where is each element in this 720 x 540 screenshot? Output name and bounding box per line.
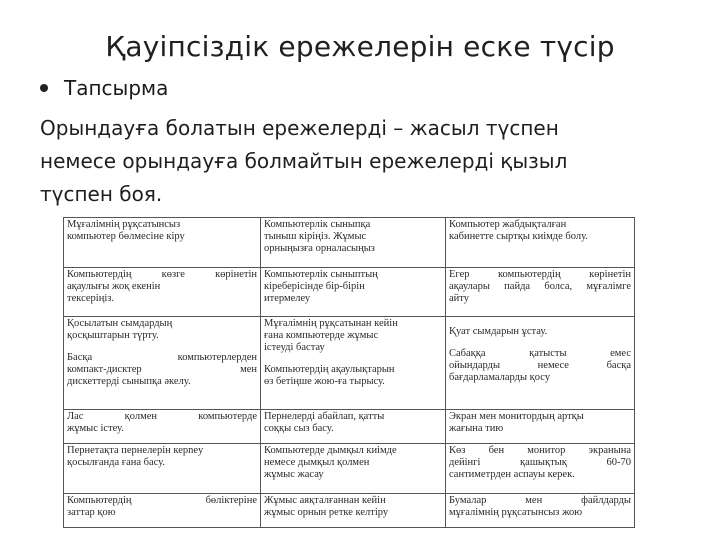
- table-cell: [446, 267, 635, 317]
- table-cell: [261, 493, 446, 527]
- cell-line: заттар қою: [67, 506, 116, 518]
- instruction-line: немесе орындауға болмайтын ережелерді қызыл: [40, 149, 568, 173]
- table-cell: [64, 267, 261, 317]
- cell-line: тексеріңіз.: [67, 292, 115, 304]
- cell-line: Экран мен монитордың артқы: [449, 410, 584, 422]
- cell-line: Компьютердің бөліктеріне: [67, 494, 257, 506]
- cell-line: кіреберісінде бір-бірін: [264, 280, 365, 292]
- rules-table: [63, 217, 635, 528]
- bullet-dot-icon: [40, 84, 48, 92]
- instruction-line: түспен боя.: [40, 182, 163, 206]
- cell-line: істеуді бастау: [264, 342, 325, 354]
- cell-line: өз бетіңше жою-ға тырысу.: [264, 376, 385, 388]
- instruction-text: [40, 112, 680, 211]
- cell-line: Компьютердің ақаулықтарын: [264, 364, 395, 376]
- slide-title: Қауіпсіздік ережелерін еске түсір: [105, 30, 615, 63]
- table-row: [64, 267, 635, 317]
- cell-line: ақаулары пайда болса, мұғалімге: [449, 280, 631, 292]
- task-label: Тапсырма: [64, 76, 169, 100]
- instruction-line: Орындауға болатын ережелерді – жасыл түспен: [40, 116, 559, 140]
- table-cell: [261, 218, 446, 268]
- table-cell: [261, 317, 446, 410]
- task-bullet: [40, 76, 168, 100]
- cell-line: Компьютерде дымқыл киімде: [264, 445, 397, 457]
- cell-line: Көз бен монитор экранына: [449, 445, 631, 457]
- table-cell: [446, 409, 635, 443]
- cell-line: сантиметрден аспауы керек.: [449, 469, 575, 481]
- cell-line: Мұғалімнің рұқсатынан кейін: [264, 318, 398, 330]
- cell-line: Компьютерлік сыныптың: [264, 268, 378, 280]
- cell-line: Басқа компьютерлерден: [67, 352, 257, 364]
- cell-line: қосылғанда ғана басу.: [67, 457, 166, 469]
- cell-line: айту: [449, 292, 469, 304]
- table-cell: [261, 409, 446, 443]
- cell-line: Компьютерлік сыныпқа: [264, 219, 371, 230]
- cell-line: дейінгі қашықтық 60-70: [449, 457, 631, 469]
- cell-line: дискеттерді сыныпқа әкелу.: [67, 376, 191, 388]
- table-cell: [446, 317, 635, 410]
- cell-line: Қуат сымдарын ұстау.: [449, 326, 548, 338]
- table-cell: [64, 493, 261, 527]
- cell-line: Лас қолмен компьютерде: [67, 410, 257, 422]
- cell-line: Компьютердің көзге көрінетін: [67, 268, 257, 280]
- cell-line: қосқыштарын түрту.: [67, 330, 159, 342]
- cell-line: ғана компьютерде жұмыс: [264, 330, 379, 342]
- table-cell: [64, 444, 261, 494]
- cell-line: Компьютер жабдықталған: [449, 219, 567, 230]
- cell-line: ойындарды немесе басқа: [449, 360, 631, 372]
- cell-line: орныңызға орналасыңыз: [264, 243, 375, 254]
- cell-line: Жұмыс аяқталғаннан кейін: [264, 494, 386, 506]
- table-cell: [446, 493, 635, 527]
- cell-line: жұмыс істеу.: [67, 422, 124, 434]
- cell-line: тыныш кіріңіз. Жұмыс: [264, 231, 367, 242]
- cell-line: Мұғалімнің рұқсатынсыз: [67, 219, 181, 230]
- table-row: [64, 317, 635, 410]
- cell-line: соққы сыз басу.: [264, 422, 334, 434]
- table-row: [64, 444, 635, 494]
- table-cell: [64, 317, 261, 410]
- cell-line: Сабаққа қатысты емес: [449, 348, 631, 360]
- table-row: [64, 493, 635, 527]
- table-row: [64, 409, 635, 443]
- cell-line: жұмыс орнын ретке келтіру: [264, 506, 389, 518]
- cell-line: Пернетақта пернелерін керneу: [67, 445, 204, 457]
- cell-line: Егер компьютердің көрінетін: [449, 268, 631, 280]
- cell-line: жағына тию: [449, 422, 504, 434]
- table-cell: [446, 218, 635, 268]
- cell-line: бағдарламаларды қосу: [449, 372, 551, 384]
- cell-spacer: [264, 354, 442, 364]
- cell-spacer: [67, 342, 257, 352]
- cell-line: компакт-дисктер мен: [67, 364, 257, 376]
- table-cell: [261, 444, 446, 494]
- cell-line: Қосылатын сымдардың: [67, 318, 173, 330]
- table-cell: [446, 444, 635, 494]
- cell-spacer: [449, 338, 631, 348]
- cell-line: итермелеу: [264, 292, 311, 304]
- cell-line: немесе дымқыл қолмен: [264, 457, 370, 469]
- table-cell: [64, 218, 261, 268]
- table-row: [64, 218, 635, 268]
- table-cell: [261, 267, 446, 317]
- cell-line: компьютер бөлмесіне кіру: [67, 231, 185, 242]
- cell-line: Пернелерді абайлап, қатты: [264, 410, 385, 422]
- cell-line: жұмыс жасау: [264, 469, 324, 481]
- table-cell: [64, 409, 261, 443]
- cell-line: Бумалар мен файлдарды: [449, 494, 631, 506]
- cell-line: мұғалімнің рұқсатынсыз жою: [449, 506, 583, 518]
- cell-line: кабинетте сыртқы киімде болу.: [449, 231, 588, 242]
- cell-line: ақаулығы жоқ екенін: [67, 280, 161, 292]
